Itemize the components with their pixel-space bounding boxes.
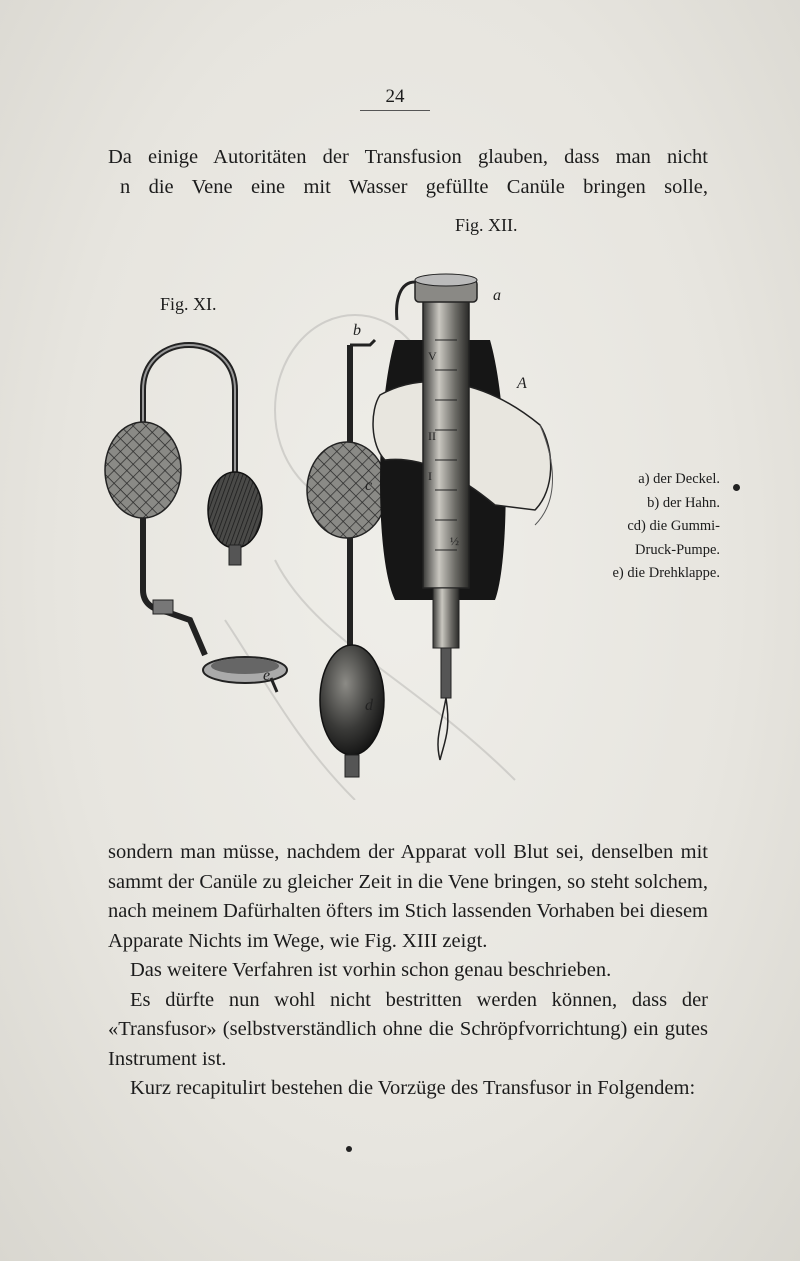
scale-half: ½ (450, 534, 459, 548)
scale-I: I (428, 469, 432, 483)
paragraph: Es dürfte nun wohl nicht bestritten werden können, dass der «Transfusor» (selbstverständlich ohne die Schröpfvorrichtung) ein gutes Instrument ist. (108, 988, 708, 1070)
figure-11-apparatus (105, 345, 287, 692)
transfusion-apparatus-illustration (95, 260, 565, 800)
paragraph: Kurz recapitulirt bestehen die Vorzüge des Transfusor in Folgendem: (130, 1077, 696, 1099)
label-b: b (353, 322, 361, 339)
figure-legend (570, 468, 720, 586)
intro-line: n die Vene eine mit Wasser gefüllte Canüle bringen solle, (120, 176, 708, 198)
label-A: A (517, 375, 527, 392)
label-c: c (365, 477, 373, 494)
legend-item: b) der Hahn. (647, 494, 720, 511)
figure-12-label: Fig. XII. (455, 215, 518, 235)
ink-spot (346, 1146, 352, 1152)
label-a: a (493, 287, 501, 304)
legend-item: Druck-Pumpe. (635, 541, 720, 558)
scale-II: II (428, 429, 436, 443)
mesh-bulb-icon (307, 442, 387, 538)
intro-line: Da einige Autoritäten der Transfusion glauben, dass man nicht (108, 146, 708, 168)
label-e: e (263, 667, 271, 684)
legend-item: e) die Drehklappe. (612, 565, 720, 581)
ink-spot (733, 484, 740, 491)
intro-paragraph (108, 142, 708, 202)
figure-11-label: Fig. XI. (160, 294, 217, 314)
scale-V: V (428, 349, 437, 363)
legend-item: a) der Deckel. (638, 471, 720, 487)
paragraph: sondern man müsse, nachdem der Apparat voll Blut sei, denselben mit sammt der Canüle zu gleicher Zeit in die Vene bringen, so steht solchem, nach meinem Dafürhalten öfters im Stich lassenden Vorhaben bei diesem Apparate Nichts im Wege, wie Fig. XIII zeigt. (108, 841, 708, 952)
paragraph: Das weitere Verfahren ist vorhin schon genau beschrieben. (130, 959, 612, 981)
label-d: d (365, 697, 373, 714)
dark-bulb-icon (208, 472, 262, 548)
dark-bulb-icon (320, 645, 384, 755)
page-number: 24 (360, 86, 430, 111)
legend-item: cd) die Gummi- (627, 518, 720, 534)
mesh-bulb-icon (105, 422, 181, 518)
syringe-cylinder (423, 298, 469, 588)
body-text (108, 838, 708, 1104)
